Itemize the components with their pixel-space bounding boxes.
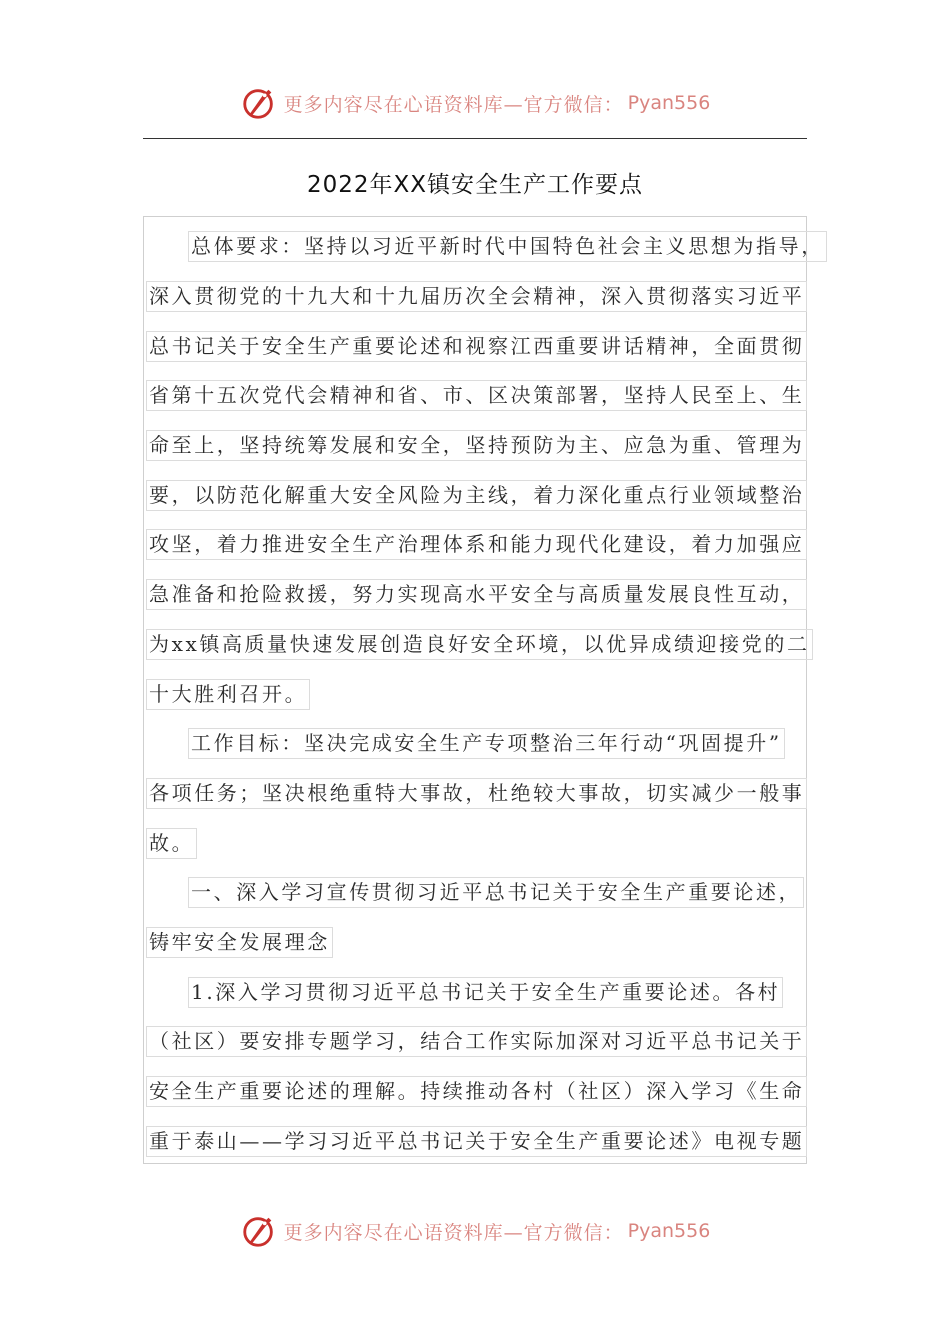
text-line	[146, 868, 806, 918]
document-body	[146, 222, 824, 1166]
header-slogan: 更多内容尽在心语资料库—官方微信：	[283, 93, 624, 116]
text-line-content: 省第十五次党代会精神和省、市、区决策部署，坚持人民至上、生	[146, 380, 807, 411]
text-line	[146, 272, 806, 322]
text-line	[146, 371, 806, 421]
text-line	[146, 669, 806, 719]
text-line	[146, 421, 806, 471]
footer-slogan: 更多内容尽在心语资料库—官方微信：	[283, 1221, 624, 1244]
pen-nib-circle-icon	[240, 84, 278, 122]
text-line-content: 1.深入学习贯彻习近平总书记关于安全生产重要论述。各村	[188, 977, 783, 1008]
text-line-content: 十大胜利召开。	[146, 679, 310, 710]
text-line-content: 安全生产重要论述的理解。持续推动各村（社区）深入学习《生命	[146, 1076, 807, 1107]
text-line-content: 总书记关于安全生产重要论述和视察江西重要讲话精神，全面贯彻	[146, 331, 807, 362]
text-line	[146, 719, 806, 769]
text-line	[146, 1116, 806, 1166]
text-line-content: 各项任务；坚决根绝重特大事故，杜绝较大事故，切实减少一般事	[146, 778, 807, 809]
footer-watermark-banner	[0, 1208, 950, 1254]
text-line-content: 深入贯彻党的十九大和十九届历次全会精神，深入贯彻落实习近平	[146, 281, 807, 312]
text-line	[146, 1017, 806, 1067]
text-line	[146, 570, 806, 620]
text-line	[146, 222, 824, 272]
text-line	[146, 967, 806, 1017]
text-line-content: 命至上，坚持统筹发展和安全，坚持预防为主、应急为重、管理为	[146, 430, 807, 461]
text-line	[146, 321, 806, 371]
text-line	[146, 918, 806, 968]
header-wechat-handle: Pyan556	[627, 92, 711, 114]
text-line	[146, 620, 810, 670]
text-line-content: 工作目标：坚决完成安全生产专项整治三年行动“巩固提升”	[188, 728, 785, 759]
text-line-content: 攻坚，着力推进安全生产治理体系和能力现代化建设，着力加强应	[146, 529, 807, 560]
text-line	[146, 818, 806, 868]
footer-wechat-handle: Pyan556	[627, 1220, 711, 1242]
text-line-content: （社区）要安排专题学习，结合工作实际加深对习近平总书记关于	[146, 1026, 807, 1057]
text-line-content: 急准备和抢险救援，努力实现高水平安全与高质量发展良性互动，	[146, 579, 807, 610]
text-line-content: 一、深入学习宣传贯彻习近平总书记关于安全生产重要论述，	[188, 877, 804, 908]
text-line-content: 铸牢安全发展理念	[146, 927, 333, 958]
header-watermark-banner	[0, 80, 950, 126]
text-line-content: 为xx镇高质量快速发展创造良好安全环境，以优异成绩迎接党的二	[146, 629, 813, 660]
text-line-content: 重于泰山——学习习近平总书记关于安全生产重要论述》电视专题	[146, 1126, 807, 1157]
text-line-content: 要，以防范化解重大安全风险为主线，着力深化重点行业领域整治	[146, 480, 807, 511]
text-line	[146, 520, 806, 570]
document-title: 2022年XX镇安全生产工作要点	[306, 172, 644, 198]
text-line	[146, 769, 806, 819]
pen-nib-circle-icon	[240, 1212, 278, 1250]
text-line-content: 故。	[146, 828, 197, 859]
text-line	[146, 470, 806, 520]
header-divider	[143, 138, 807, 139]
text-line-content: 总体要求：坚持以习近平新时代中国特色社会主义思想为指导，	[188, 231, 827, 262]
text-line	[146, 1067, 806, 1117]
